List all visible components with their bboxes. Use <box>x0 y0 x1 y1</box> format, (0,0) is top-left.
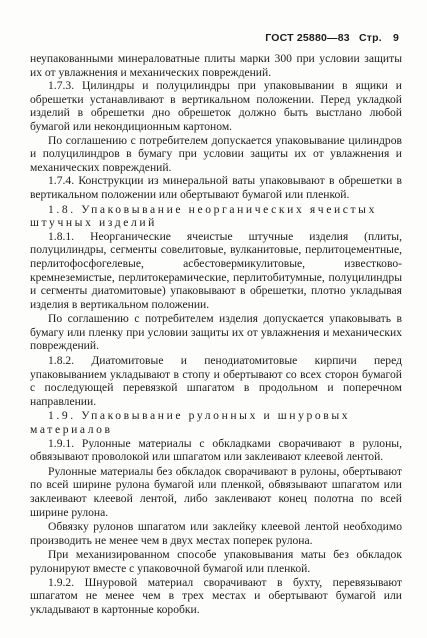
paragraph: Рулонные материалы без обкладок сворачивают в рулоны, обертывают по всей ширине рулона бумагой или пленкой, обвязывают шпагатом или заклеивают клеевой лентой, либо заклеивают конец полотна по всей ширине рулона. <box>30 464 402 519</box>
paragraph: По соглашению с потребителем изделия допускается упаковывать в бумагу или пленку при условии защиты их от увлажнения и механических повреждений. <box>30 312 402 353</box>
paragraph: При механизированном способе упаковывания маты без обкладок рулонируют вместе с упаковочной бумагой или пленкой. <box>30 548 402 575</box>
paragraph: Обвязку рулонов шпагатом или заклейку клеевой лентой необходимо производить не менее чем в двух местах поперек рулона. <box>30 520 402 547</box>
page-label: Стр. <box>358 32 382 44</box>
paragraph: 1.8.2. Диатомитовые и пенодиатомитовые кирпичи перед упаковыванием укладывают в стопу и обертывают со всех сторон бумагой с последующей перевязкой шпагатом в продольном и поперечном направлении. <box>30 354 402 408</box>
paragraph: неупакованными минераловатные плиты марки 300 при условии защиты их от увлажнения и механических повреждений. <box>30 52 402 79</box>
paragraph: 1.8.1. Неорганические ячеистые штучные изделия (плиты, полуцилиндры, сегменты совелитовые, вулканитовые, перлитоцементные, перлитофосфогелевые, асбестовермикулитовые, известково-кремнеземистые, перлитокерамические, перлитобитумные, полуцилиндры и сегменты диатомитовые) упаковывают в обрешетки, плотно укладывая изделия в вертикальном положении. <box>30 229 402 311</box>
page-header <box>265 32 399 44</box>
document-body <box>30 52 402 616</box>
paragraph: По соглашению с потребителем допускается упаковывание цилиндров и полуцилиндров в бумагу при условии защиты их от увлажнения и механических повреждений. <box>30 133 402 174</box>
page-number: 9 <box>392 32 399 44</box>
paragraph: 1.9.2. Шнуровой материал сворачивают в бухту, перевязывают шпагатом не менее чем в трех местах и обертывают бумагой или укладывают в картонные коробки. <box>30 575 402 616</box>
paragraph: 1.9.1. Рулонные материалы с обкладками сворачивают в рулоны, обвязывают проволокой или шпагатом или заклеивают клеевой лентой. <box>30 436 402 464</box>
section-heading: 1.8. Упаковывание неорганических ячеистых штучных изделий <box>30 202 377 230</box>
section-heading: 1.9. Упаковывание рулонных и шнуровых материалов <box>30 409 351 437</box>
paragraph: 1.7.3. Цилиндры и полуцилиндры при упаковывании в ящики и обрешетки устанавливают в вертикальном положении. Перед укладкой изделий в обрешетки дно обрешеток должно быть выстлано любой бумагой или некондиционным картоном. <box>30 79 402 133</box>
standard-number: ГОСТ 25880—83 <box>265 32 350 44</box>
paragraph: 1.7.4. Конструкции из минеральной ваты упаковывают в обрешетки в вертикальном положении или обертывают бумагой или пленкой. <box>30 174 402 201</box>
